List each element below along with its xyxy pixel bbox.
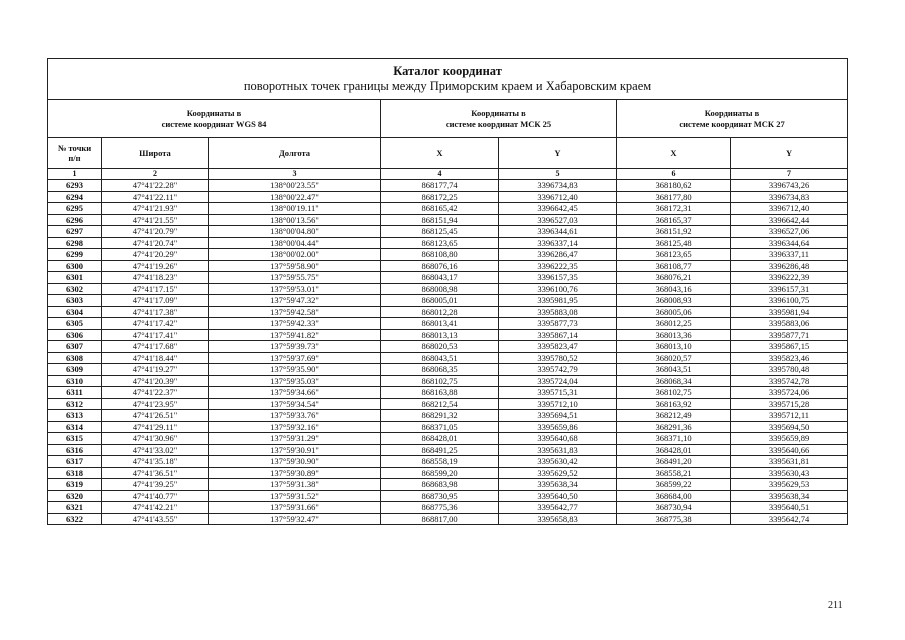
cell-y-msk27: 3395712,11 — [731, 410, 848, 422]
table-row — [48, 479, 848, 491]
table-row — [48, 295, 848, 307]
cell-latitude: 47°41'21.93" — [102, 203, 209, 215]
col-index-4: 4 — [381, 169, 499, 180]
cell-x-msk25: 868012,28 — [381, 306, 499, 318]
table-row — [48, 237, 848, 249]
cell-y-msk25: 3395694,51 — [499, 410, 617, 422]
cell-longitude: 137°59'30.91" — [209, 444, 381, 456]
cell-longitude: 138°00'04.44" — [209, 237, 381, 249]
cell-longitude: 137°59'32.16" — [209, 421, 381, 433]
table-row — [48, 352, 848, 364]
cell-y-msk25: 3396344,61 — [499, 226, 617, 238]
cell-x-msk27: 368123,65 — [617, 249, 731, 261]
cell-x-msk27: 368102,75 — [617, 387, 731, 399]
cell-y-msk25: 3396222,35 — [499, 260, 617, 272]
cell-longitude: 138°00'02.00" — [209, 249, 381, 261]
group-header-row — [48, 100, 848, 138]
cell-x-msk25: 868102,75 — [381, 375, 499, 387]
table-row — [48, 433, 848, 445]
coordinate-table — [47, 58, 848, 525]
cell-x-msk25: 868165,42 — [381, 203, 499, 215]
table-row — [48, 387, 848, 399]
cell-point-number: 6309 — [48, 364, 102, 376]
table-row — [48, 467, 848, 479]
group-msk27 — [617, 100, 848, 138]
cell-point-number: 6322 — [48, 513, 102, 525]
cell-latitude: 47°41'23.95" — [102, 398, 209, 410]
cell-longitude: 137°59'35.03" — [209, 375, 381, 387]
cell-latitude: 47°41'20.74" — [102, 237, 209, 249]
cell-longitude: 138°00'19.11" — [209, 203, 381, 215]
cell-x-msk27: 368212,49 — [617, 410, 731, 422]
cell-y-msk27: 3395883,06 — [731, 318, 848, 330]
cell-x-msk25: 868008,98 — [381, 283, 499, 295]
cell-y-msk27: 3396527,06 — [731, 226, 848, 238]
cell-x-msk25: 868013,13 — [381, 329, 499, 341]
cell-x-msk25: 868371,05 — [381, 421, 499, 433]
col-header-latitude: Широта — [102, 138, 209, 169]
cell-longitude: 137°59'41.82" — [209, 329, 381, 341]
cell-latitude: 47°41'33.02" — [102, 444, 209, 456]
cell-longitude: 137°59'31.66" — [209, 502, 381, 514]
cell-x-msk25: 868428,01 — [381, 433, 499, 445]
table-row — [48, 318, 848, 330]
cell-y-msk25: 3395640,50 — [499, 490, 617, 502]
table-row — [48, 398, 848, 410]
table-row — [48, 283, 848, 295]
cell-latitude: 47°41'17.68" — [102, 341, 209, 353]
col-index-5: 5 — [499, 169, 617, 180]
cell-x-msk27: 368068,34 — [617, 375, 731, 387]
cell-x-msk27: 368730,94 — [617, 502, 731, 514]
cell-point-number: 6299 — [48, 249, 102, 261]
cell-latitude: 47°41'42.21" — [102, 502, 209, 514]
cell-y-msk25: 3395823,47 — [499, 341, 617, 353]
cell-y-msk27: 3395631,81 — [731, 456, 848, 468]
table-row — [48, 260, 848, 272]
cell-x-msk27: 368684,00 — [617, 490, 731, 502]
group-wgs84 — [48, 100, 381, 138]
cell-x-msk27: 368012,25 — [617, 318, 731, 330]
cell-longitude: 137°59'42.58" — [209, 306, 381, 318]
table-row — [48, 513, 848, 525]
cell-latitude: 47°41'40.77" — [102, 490, 209, 502]
group-wgs84-line1: Координаты в — [186, 107, 242, 118]
cell-x-msk27: 368371,10 — [617, 433, 731, 445]
table-row — [48, 364, 848, 376]
cell-longitude: 137°59'31.38" — [209, 479, 381, 491]
cell-y-msk25: 3395877,73 — [499, 318, 617, 330]
cell-x-msk25: 868068,35 — [381, 364, 499, 376]
cell-y-msk25: 3395883,08 — [499, 306, 617, 318]
cell-x-msk27: 368428,01 — [617, 444, 731, 456]
cell-x-msk25: 868020,53 — [381, 341, 499, 353]
cell-point-number: 6313 — [48, 410, 102, 422]
cell-longitude: 137°59'58.90" — [209, 260, 381, 272]
cell-x-msk27: 368558,21 — [617, 467, 731, 479]
table-body — [48, 180, 848, 525]
cell-longitude: 137°59'32.47" — [209, 513, 381, 525]
cell-longitude: 137°59'30.90" — [209, 456, 381, 468]
cell-latitude: 47°41'22.37" — [102, 387, 209, 399]
cell-x-msk27: 368180,62 — [617, 180, 731, 192]
col-header-point-number-line1: № точки — [57, 143, 92, 153]
title-sub: поворотных точек границы между Приморским краем и Хабаровским краем — [243, 79, 652, 93]
col-index-1: 1 — [48, 169, 102, 180]
cell-y-msk27: 3395877,71 — [731, 329, 848, 341]
cell-y-msk25: 3396642,45 — [499, 203, 617, 215]
cell-x-msk27: 368043,16 — [617, 283, 731, 295]
coordinate-catalog — [47, 58, 810, 525]
cell-y-msk27: 3395724,06 — [731, 387, 848, 399]
cell-x-msk27: 368076,21 — [617, 272, 731, 284]
cell-x-msk27: 368163,92 — [617, 398, 731, 410]
cell-latitude: 47°41'17.15" — [102, 283, 209, 295]
cell-x-msk27: 368151,92 — [617, 226, 731, 238]
cell-longitude: 137°59'47.32" — [209, 295, 381, 307]
cell-y-msk27: 3395659,89 — [731, 433, 848, 445]
cell-y-msk27: 3395640,66 — [731, 444, 848, 456]
cell-x-msk25: 868151,94 — [381, 214, 499, 226]
cell-x-msk27: 368043,51 — [617, 364, 731, 376]
cell-y-msk27: 3396743,26 — [731, 180, 848, 192]
table-row — [48, 214, 848, 226]
cell-y-msk27: 3395638,34 — [731, 490, 848, 502]
cell-x-msk25: 868076,16 — [381, 260, 499, 272]
cell-x-msk27: 368005,06 — [617, 306, 731, 318]
cell-y-msk25: 3395981,95 — [499, 295, 617, 307]
col-index-6: 6 — [617, 169, 731, 180]
cell-latitude: 47°41'19.27" — [102, 364, 209, 376]
cell-point-number: 6310 — [48, 375, 102, 387]
cell-point-number: 6296 — [48, 214, 102, 226]
cell-y-msk25: 3396734,83 — [499, 180, 617, 192]
cell-y-msk25: 3395724,04 — [499, 375, 617, 387]
col-index-2: 2 — [102, 169, 209, 180]
table-row — [48, 203, 848, 215]
cell-latitude: 47°41'22.28" — [102, 180, 209, 192]
cell-y-msk25: 3396712,40 — [499, 191, 617, 203]
cell-y-msk27: 3395981,94 — [731, 306, 848, 318]
cell-y-msk27: 3395780,48 — [731, 364, 848, 376]
cell-x-msk25: 868291,32 — [381, 410, 499, 422]
cell-point-number: 6314 — [48, 421, 102, 433]
cell-point-number: 6311 — [48, 387, 102, 399]
cell-x-msk25: 868043,51 — [381, 352, 499, 364]
cell-longitude: 137°59'39.73" — [209, 341, 381, 353]
cell-y-msk27: 3395742,78 — [731, 375, 848, 387]
table-row — [48, 191, 848, 203]
group-msk25 — [381, 100, 617, 138]
cell-x-msk25: 868212,54 — [381, 398, 499, 410]
cell-x-msk25: 868108,80 — [381, 249, 499, 261]
table-row — [48, 444, 848, 456]
cell-y-msk25: 3395658,83 — [499, 513, 617, 525]
cell-y-msk27: 3396712,40 — [731, 203, 848, 215]
cell-x-msk25: 868043,17 — [381, 272, 499, 284]
table-row — [48, 306, 848, 318]
cell-y-msk25: 3395631,83 — [499, 444, 617, 456]
cell-latitude: 47°41'39.25" — [102, 479, 209, 491]
cell-latitude: 47°41'19.26" — [102, 260, 209, 272]
cell-x-msk27: 368125,48 — [617, 237, 731, 249]
cell-latitude: 47°41'20.79" — [102, 226, 209, 238]
cell-x-msk27: 368172,31 — [617, 203, 731, 215]
table-row — [48, 341, 848, 353]
cell-longitude: 137°59'34.54" — [209, 398, 381, 410]
cell-x-msk27: 368165,37 — [617, 214, 731, 226]
cell-x-msk27: 368013,36 — [617, 329, 731, 341]
table-row — [48, 456, 848, 468]
col-header-point-number-line2: п/п — [68, 153, 81, 163]
group-msk27-line1: Координаты в — [704, 107, 760, 118]
cell-point-number: 6301 — [48, 272, 102, 284]
cell-longitude: 137°59'31.29" — [209, 433, 381, 445]
cell-y-msk27: 3396100,75 — [731, 295, 848, 307]
cell-y-msk25: 3396157,35 — [499, 272, 617, 284]
cell-x-msk25: 868730,95 — [381, 490, 499, 502]
group-msk25-line2: системе координат МСК 25 — [445, 118, 552, 129]
cell-point-number: 6298 — [48, 237, 102, 249]
cell-latitude: 47°41'17.42" — [102, 318, 209, 330]
cell-y-msk25: 3395638,34 — [499, 479, 617, 491]
cell-y-msk25: 3395712,10 — [499, 398, 617, 410]
title-main: Каталог координат — [393, 64, 502, 78]
cell-point-number: 6300 — [48, 260, 102, 272]
cell-x-msk25: 868558,19 — [381, 456, 499, 468]
cell-longitude: 138°00'23.55" — [209, 180, 381, 192]
group-msk27-line2: системе координат МСК 27 — [679, 118, 785, 129]
cell-latitude: 47°41'30.96" — [102, 433, 209, 445]
table-row — [48, 421, 848, 433]
cell-y-msk25: 3395629,52 — [499, 467, 617, 479]
cell-y-msk25: 3395715,31 — [499, 387, 617, 399]
cell-x-msk27: 368599,22 — [617, 479, 731, 491]
cell-point-number: 6320 — [48, 490, 102, 502]
cell-latitude: 47°41'36.51" — [102, 467, 209, 479]
col-index-3: 3 — [209, 169, 381, 180]
cell-longitude: 138°00'22.47" — [209, 191, 381, 203]
cell-longitude: 137°59'55.75" — [209, 272, 381, 284]
cell-point-number: 6303 — [48, 295, 102, 307]
col-header-point-number — [48, 138, 102, 169]
cell-latitude: 47°41'20.29" — [102, 249, 209, 261]
column-header-row — [48, 138, 848, 169]
cell-y-msk27: 3395823,46 — [731, 352, 848, 364]
cell-y-msk27: 3395640,51 — [731, 502, 848, 514]
cell-x-msk25: 868599,20 — [381, 467, 499, 479]
table-row — [48, 272, 848, 284]
cell-y-msk25: 3395867,14 — [499, 329, 617, 341]
cell-y-msk27: 3395715,28 — [731, 398, 848, 410]
cell-y-msk27: 3396222,39 — [731, 272, 848, 284]
cell-latitude: 47°41'20.39" — [102, 375, 209, 387]
title-row — [48, 59, 848, 100]
col-header-y-msk27: Y — [731, 138, 848, 169]
cell-x-msk27: 368177,80 — [617, 191, 731, 203]
cell-y-msk27: 3395629,53 — [731, 479, 848, 491]
cell-longitude: 137°59'35.90" — [209, 364, 381, 376]
page-number: 211 — [828, 600, 843, 611]
cell-y-msk25: 3395642,77 — [499, 502, 617, 514]
cell-x-msk25: 868005,01 — [381, 295, 499, 307]
cell-y-msk25: 3395630,42 — [499, 456, 617, 468]
cell-latitude: 47°41'17.09" — [102, 295, 209, 307]
cell-x-msk25: 868683,98 — [381, 479, 499, 491]
cell-y-msk25: 3396286,47 — [499, 249, 617, 261]
cell-y-msk25: 3396527,03 — [499, 214, 617, 226]
cell-y-msk27: 3396157,31 — [731, 283, 848, 295]
cell-longitude: 137°59'31.52" — [209, 490, 381, 502]
column-index-row — [48, 169, 848, 180]
col-header-longitude: Долгота — [209, 138, 381, 169]
group-msk25-line1: Координаты в — [471, 107, 526, 118]
table-row — [48, 329, 848, 341]
cell-y-msk27: 3396734,83 — [731, 191, 848, 203]
col-header-x-msk25: X — [381, 138, 499, 169]
cell-longitude: 137°59'34.66" — [209, 387, 381, 399]
cell-latitude: 47°41'29.11" — [102, 421, 209, 433]
cell-longitude: 137°59'30.89" — [209, 467, 381, 479]
cell-x-msk25: 868123,65 — [381, 237, 499, 249]
cell-point-number: 6304 — [48, 306, 102, 318]
cell-longitude: 137°59'53.01" — [209, 283, 381, 295]
table-row — [48, 249, 848, 261]
cell-longitude: 137°59'37.69" — [209, 352, 381, 364]
cell-y-msk25: 3396337,14 — [499, 237, 617, 249]
cell-longitude: 137°59'33.76" — [209, 410, 381, 422]
cell-longitude: 137°59'42.33" — [209, 318, 381, 330]
cell-point-number: 6295 — [48, 203, 102, 215]
cell-y-msk25: 3395659,86 — [499, 421, 617, 433]
cell-latitude: 47°41'17.41" — [102, 329, 209, 341]
cell-point-number: 6321 — [48, 502, 102, 514]
cell-x-msk27: 368775,38 — [617, 513, 731, 525]
cell-y-msk27: 3395630,43 — [731, 467, 848, 479]
cell-x-msk25: 868163,88 — [381, 387, 499, 399]
cell-y-msk27: 3395867,15 — [731, 341, 848, 353]
cell-x-msk27: 368013,10 — [617, 341, 731, 353]
cell-point-number: 6297 — [48, 226, 102, 238]
cell-x-msk25: 868177,74 — [381, 180, 499, 192]
cell-point-number: 6312 — [48, 398, 102, 410]
cell-latitude: 47°41'22.11" — [102, 191, 209, 203]
cell-x-msk25: 868491,25 — [381, 444, 499, 456]
table-row — [48, 490, 848, 502]
cell-point-number: 6302 — [48, 283, 102, 295]
cell-y-msk27: 3395694,50 — [731, 421, 848, 433]
cell-latitude: 47°41'26.51" — [102, 410, 209, 422]
group-wgs84-line2: системе координат WGS 84 — [161, 118, 267, 129]
cell-latitude: 47°41'43.55" — [102, 513, 209, 525]
cell-y-msk27: 3396337,11 — [731, 249, 848, 261]
table-title — [48, 59, 848, 100]
cell-longitude: 138°00'04.80" — [209, 226, 381, 238]
cell-x-msk27: 368020,57 — [617, 352, 731, 364]
table-row — [48, 375, 848, 387]
cell-y-msk27: 3396344,64 — [731, 237, 848, 249]
table-row — [48, 502, 848, 514]
table-row — [48, 180, 848, 192]
cell-point-number: 6294 — [48, 191, 102, 203]
cell-point-number: 6305 — [48, 318, 102, 330]
cell-x-msk25: 868013,41 — [381, 318, 499, 330]
cell-x-msk25: 868172,25 — [381, 191, 499, 203]
cell-point-number: 6308 — [48, 352, 102, 364]
cell-y-msk27: 3395642,74 — [731, 513, 848, 525]
cell-point-number: 6316 — [48, 444, 102, 456]
cell-x-msk27: 368291,36 — [617, 421, 731, 433]
cell-latitude: 47°41'18.23" — [102, 272, 209, 284]
cell-latitude: 47°41'17.38" — [102, 306, 209, 318]
cell-point-number: 6315 — [48, 433, 102, 445]
cell-y-msk25: 3395742,79 — [499, 364, 617, 376]
col-header-x-msk27: X — [617, 138, 731, 169]
cell-y-msk27: 3396286,48 — [731, 260, 848, 272]
cell-longitude: 138°00'13.56" — [209, 214, 381, 226]
table-row — [48, 410, 848, 422]
cell-y-msk27: 3396642,44 — [731, 214, 848, 226]
cell-y-msk25: 3395780,52 — [499, 352, 617, 364]
cell-y-msk25: 3396100,76 — [499, 283, 617, 295]
cell-y-msk25: 3395640,68 — [499, 433, 617, 445]
cell-point-number: 6306 — [48, 329, 102, 341]
cell-x-msk27: 368491,20 — [617, 456, 731, 468]
cell-x-msk25: 868775,36 — [381, 502, 499, 514]
cell-point-number: 6318 — [48, 467, 102, 479]
cell-point-number: 6307 — [48, 341, 102, 353]
table-row — [48, 226, 848, 238]
cell-x-msk25: 868125,45 — [381, 226, 499, 238]
cell-latitude: 47°41'21.55" — [102, 214, 209, 226]
col-index-7: 7 — [731, 169, 848, 180]
cell-x-msk27: 368008,93 — [617, 295, 731, 307]
cell-point-number: 6317 — [48, 456, 102, 468]
cell-latitude: 47°41'18.44" — [102, 352, 209, 364]
cell-x-msk25: 868817,00 — [381, 513, 499, 525]
cell-point-number: 6293 — [48, 180, 102, 192]
cell-point-number: 6319 — [48, 479, 102, 491]
col-header-y-msk25: Y — [499, 138, 617, 169]
cell-x-msk27: 368108,77 — [617, 260, 731, 272]
cell-latitude: 47°41'35.18" — [102, 456, 209, 468]
